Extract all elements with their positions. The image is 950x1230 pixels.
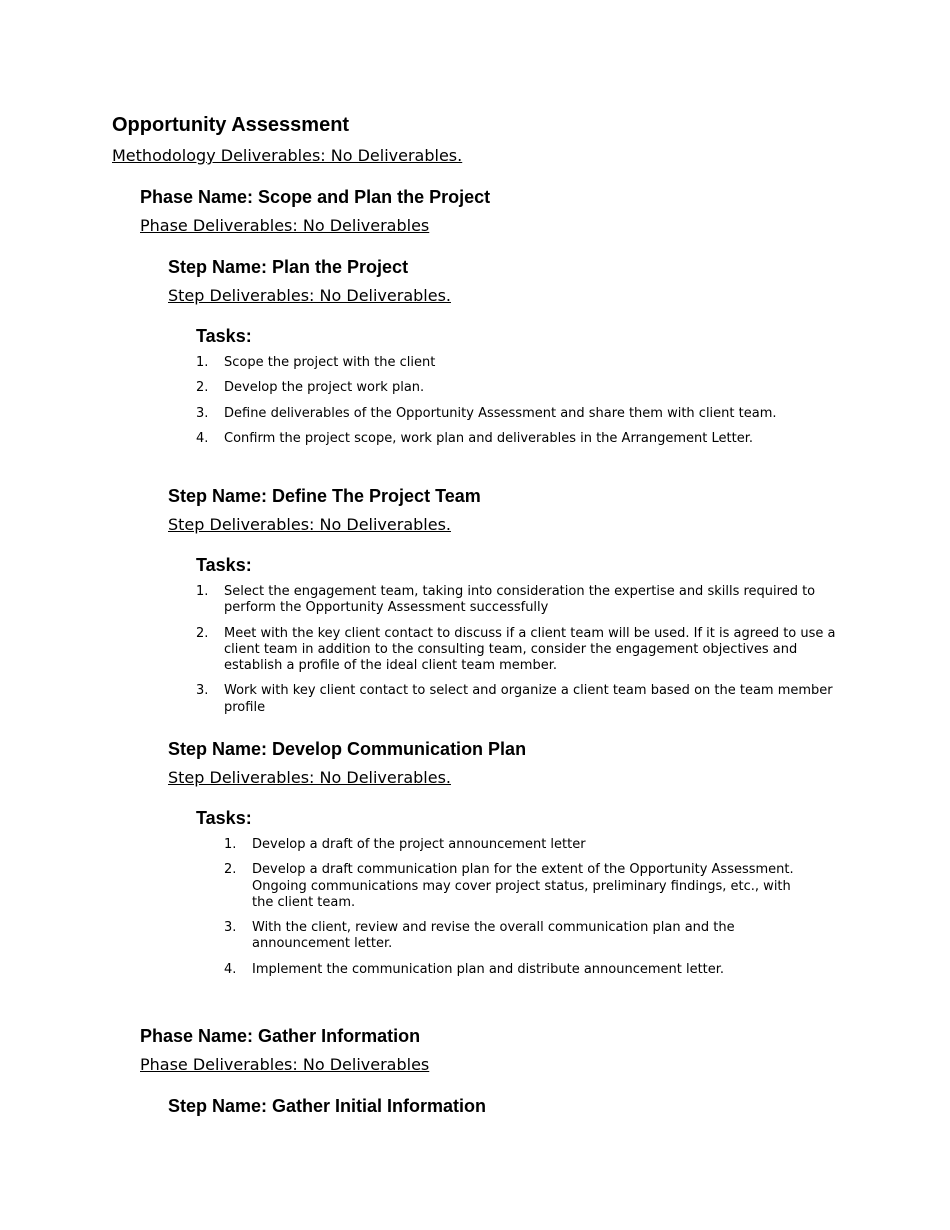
task-number: 3.: [196, 405, 209, 421]
task-text: Meet with the key client contact to discuss if a client team will be used. If it is agreed to use a client team in addition to the consulting team, consider the engagement objectives and establish a profile of the ideal client team member.: [224, 625, 836, 674]
task-item: [196, 626, 836, 675]
task-item: [224, 862, 814, 911]
task-item: [196, 584, 836, 617]
task-number: 1.: [196, 584, 209, 599]
task-item: [196, 406, 836, 422]
step-name: Step Name: Define The Project Team: [168, 486, 481, 506]
tasks-heading: Tasks:: [196, 555, 252, 575]
phase-deliverables: Phase Deliverables: No Deliverables: [140, 1055, 430, 1074]
phase-name: Phase Name: Scope and Plan the Project: [140, 187, 491, 207]
task-number: 4.: [224, 961, 237, 977]
step-deliverables: Step Deliverables: No Deliverables.: [168, 768, 451, 787]
task-item: [196, 380, 836, 396]
phase-deliverables: Phase Deliverables: No Deliverables: [140, 216, 430, 235]
task-number: 2.: [224, 862, 237, 878]
task-text: Develop a draft communication plan for the extent of the Opportunity Assessment. Ongoing communications may cover project status, preliminary findings, etc., with the client team.: [252, 862, 794, 910]
step-deliverables: Step Deliverables: No Deliverables.: [168, 515, 451, 534]
task-item: [196, 431, 836, 447]
task-list: [196, 355, 836, 456]
task-item: [196, 355, 836, 371]
step-name: Step Name: Gather Initial Information: [168, 1096, 487, 1116]
task-text: Develop a draft of the project announcement letter: [252, 837, 586, 852]
task-text: Develop the project work plan.: [224, 380, 425, 396]
tasks-heading: Tasks:: [196, 808, 252, 828]
task-number: 2.: [196, 380, 209, 396]
task-text: Select the engagement team, taking into consideration the expertise and skills required to perform the Opportunity Assessment successfully: [224, 584, 816, 616]
task-list: [224, 837, 814, 987]
task-item: [224, 962, 814, 978]
task-number: 4.: [196, 430, 209, 446]
task-text: Confirm the project scope, work plan and deliverables in the Arrangement Letter.: [224, 430, 753, 446]
step-name: Step Name: Develop Communication Plan: [168, 739, 527, 759]
task-number: 1.: [224, 837, 237, 852]
task-text: With the client, review and revise the overall communication plan and the announcement letter.: [252, 920, 735, 952]
task-number: 3.: [224, 920, 237, 936]
task-list: [196, 584, 836, 725]
task-number: 1.: [196, 355, 209, 370]
step-deliverables: Step Deliverables: No Deliverables.: [168, 286, 451, 305]
task-text: Scope the project with the client: [224, 355, 436, 370]
document-title: Opportunity Assessment: [112, 114, 350, 136]
task-item: [196, 683, 836, 716]
task-text: Implement the communication plan and distribute announcement letter.: [252, 961, 725, 977]
task-item: [224, 837, 814, 853]
phase-name: Phase Name: Gather Information: [140, 1026, 421, 1046]
methodology-deliverables: Methodology Deliverables: No Deliverables.: [112, 146, 463, 165]
step-name: Step Name: Plan the Project: [168, 257, 409, 277]
task-text: Work with key client contact to select and organize a client team based on the team member profile: [224, 683, 833, 715]
task-number: 3.: [196, 683, 209, 699]
task-item: [224, 920, 814, 953]
task-text: Define deliverables of the Opportunity Assessment and share them with client team.: [224, 405, 777, 421]
tasks-heading: Tasks:: [196, 326, 252, 346]
task-number: 2.: [196, 625, 209, 641]
